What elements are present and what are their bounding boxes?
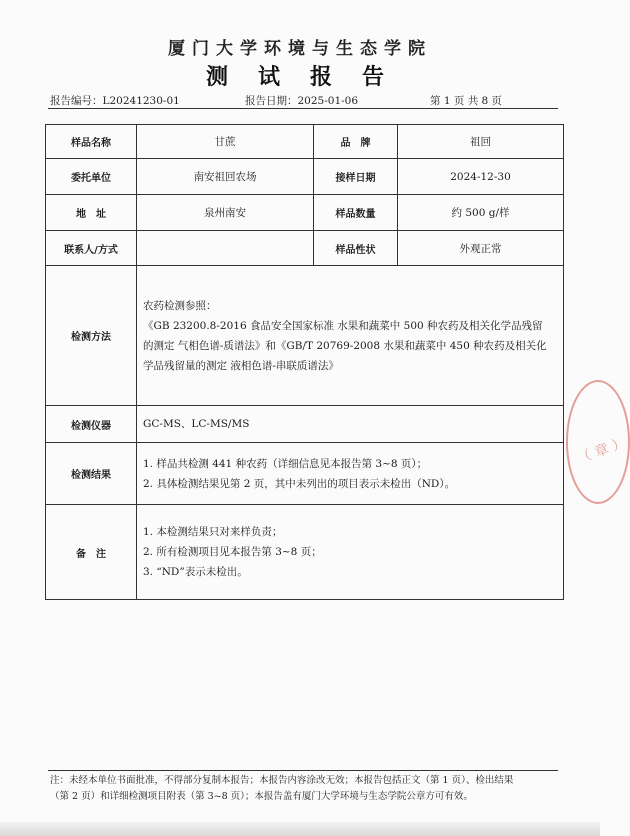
result-line: 1. 样品共检测 441 种农药（详细信息见本报告第 3~8 页）； xyxy=(143,457,428,470)
report-number: 报告编号：L20241230-01 xyxy=(50,95,180,107)
quantity-label: 样品数量 xyxy=(314,195,398,231)
received-date-label: 接样日期 xyxy=(314,159,398,195)
remark-line: 3. “ND”表示未检出。 xyxy=(143,566,248,578)
report-table xyxy=(45,124,564,600)
client-label: 委托单位 xyxy=(46,159,137,195)
remark-value xyxy=(137,505,564,600)
table-row xyxy=(46,266,564,406)
result-value xyxy=(137,443,564,505)
instrument-label: 检测仪器 xyxy=(46,406,137,443)
page-bottom-edge xyxy=(0,822,600,836)
quantity-value: 约 500 g/样 xyxy=(398,195,564,231)
official-seal-fragment xyxy=(566,380,630,504)
property-label: 样品性状 xyxy=(314,231,398,266)
institution-name: 厦门大学环境与生态学院 xyxy=(168,39,432,59)
brand-value: 祖回 xyxy=(398,125,564,159)
header-divider xyxy=(48,108,558,109)
result-label: 检测结果 xyxy=(46,443,137,505)
seal-text: （ 章 ） xyxy=(575,434,629,468)
remark-line: 2. 所有检测项目见本报告第 3~8 页； xyxy=(143,546,322,558)
table-row xyxy=(46,231,564,266)
contact-value xyxy=(137,231,314,266)
report-date: 报告日期：2025-01-06 xyxy=(245,95,359,107)
table-row xyxy=(46,125,564,159)
method-value xyxy=(137,266,564,406)
instrument-value: GC-MS、LC-MS/MS xyxy=(137,406,564,443)
remark-label: 备 注 xyxy=(46,505,137,600)
method-line: 农药检测参照： xyxy=(143,299,217,312)
table-row xyxy=(46,505,564,600)
footer-note xyxy=(50,773,558,805)
table-row xyxy=(46,195,564,231)
footer-note-line: （第 2 页）和详细检测项目附表（第 3~8 页）；本报告盖有厦门大学环境与生态学院公章方可有效。 xyxy=(50,791,473,802)
table-row xyxy=(46,159,564,195)
sample-name-label: 样品名称 xyxy=(46,125,137,159)
table-row xyxy=(46,443,564,505)
method-line: 学品残留量的测定 液相色谱-串联质谱法》 xyxy=(143,359,339,372)
property-value: 外观正常 xyxy=(398,231,564,266)
address-value: 泉州南安 xyxy=(137,195,314,231)
remark-line: 1. 本检测结果只对来样负责； xyxy=(143,526,283,538)
report-title: 测试报告 xyxy=(205,64,414,90)
result-line: 2. 具体检测结果见第 2 页，其中未列出的项目表示未检出（ND）。 xyxy=(143,477,456,490)
received-date-value: 2024-12-30 xyxy=(398,159,564,195)
footer-divider xyxy=(48,770,558,771)
client-value: 南安祖回农场 xyxy=(137,159,314,195)
contact-label: 联系人/方式 xyxy=(46,231,137,266)
method-label: 检测方法 xyxy=(46,266,137,406)
page-info: 第 1 页 共 8 页 xyxy=(430,95,503,107)
sample-name-value: 甘蔗 xyxy=(137,125,314,159)
table-row xyxy=(46,406,564,443)
address-label: 地 址 xyxy=(46,195,137,231)
method-line: 《GB 23200.8-2016 食品安全国家标准 水果和蔬菜中 500 种农药及相关化学品残留 xyxy=(143,319,543,332)
method-line: 的测定 气相色谱-质谱法》和《GB/T 20769-2008 水果和蔬菜中 450 种农药及相关化 xyxy=(143,339,547,352)
brand-label: 品 牌 xyxy=(314,125,398,159)
footer-note-line: 注：未经本单位书面批准，不得部分复制本报告；本报告内容涂改无效；本报告包括正文（第 1 页）、检出结果 xyxy=(50,775,514,786)
